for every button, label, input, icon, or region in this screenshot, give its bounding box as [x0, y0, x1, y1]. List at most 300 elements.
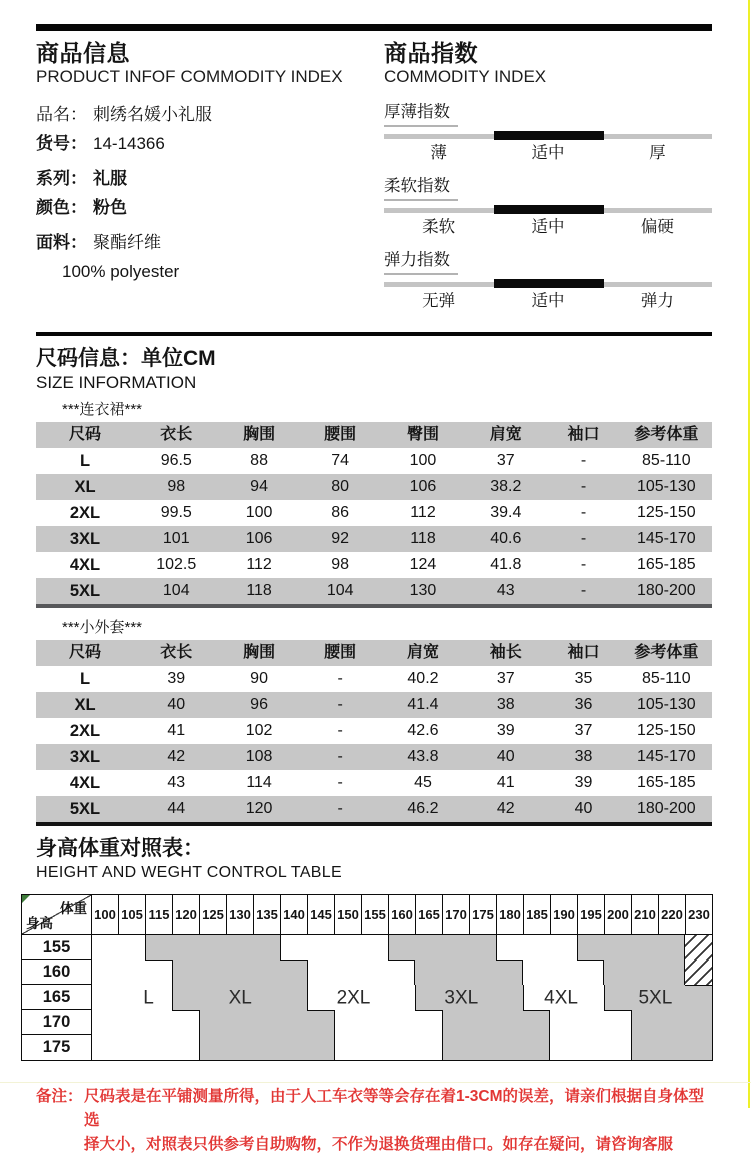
table-cell: XL: [36, 692, 134, 718]
table-cell: 104: [300, 578, 381, 606]
grid-cell: [227, 935, 254, 960]
index-scale-label: 适中: [531, 218, 565, 236]
table-cell: 40: [546, 796, 620, 824]
grid-cell: [469, 1035, 496, 1060]
grid-cell: [496, 985, 523, 1010]
index-group: [384, 102, 712, 164]
grid-cell: [172, 1035, 199, 1060]
table-head: [36, 422, 712, 448]
table-cell: 3XL: [36, 526, 134, 552]
grid-cell: [523, 1035, 550, 1060]
grid-cell: [200, 960, 227, 985]
index-scale-labels: [384, 291, 712, 312]
note-lines: [84, 1085, 715, 1157]
table-cell: 90: [250, 670, 268, 687]
height-label-cell: 160: [22, 960, 92, 985]
corner-weight-label: 体重: [60, 901, 87, 916]
field-label: 颜色：: [36, 198, 87, 217]
grid-cell: [227, 1035, 254, 1060]
product-field-row: [36, 104, 384, 125]
field-value: 粉色: [93, 198, 127, 217]
table-body: [36, 666, 712, 824]
size-zone-label: 2XL: [336, 987, 371, 1008]
grid-cell: [253, 1010, 280, 1035]
grid-cell: [523, 935, 550, 960]
grid-body-row: [22, 960, 712, 985]
product-field-row: [36, 197, 384, 218]
grid-cell: [549, 1010, 577, 1035]
grid-cell: [604, 1035, 631, 1060]
height-weight-title: 身高体重对照表：: [36, 837, 204, 860]
grid-cell: [361, 935, 388, 960]
index-active-segment: [494, 205, 604, 214]
table-cell: 165-185: [636, 556, 696, 573]
table-cell: 42.6: [407, 722, 439, 739]
table-cell: 145-170: [621, 526, 712, 552]
grid-cell: [308, 935, 335, 960]
table-row: [36, 552, 712, 578]
table-cell: -: [337, 670, 343, 687]
grid-cell: [307, 1035, 334, 1060]
table-cell: L: [79, 670, 91, 688]
note-line: 择大小，对照表只供参考自助购物，不作为退换货理由借口。如存在疑问，请咨询客服: [84, 1136, 674, 1153]
grid-header-row: [22, 895, 712, 935]
table-cell: 41.4: [381, 692, 466, 718]
table-cell: 37: [496, 452, 515, 469]
top-section: [0, 0, 751, 324]
product-field-row: [36, 168, 384, 189]
column-header: 腰围: [300, 422, 381, 448]
index-bar: [384, 279, 712, 289]
grid-cell: [119, 985, 146, 1010]
table-cell: 124: [409, 556, 437, 573]
grid-cell: [200, 985, 227, 1010]
grid-cell: [469, 1010, 496, 1035]
grid-cell: [92, 985, 119, 1010]
index-scale-label: 柔软: [422, 218, 456, 236]
height-label-cell: 155: [22, 935, 92, 960]
table-cell: 44: [134, 796, 219, 824]
table-cell: -: [546, 526, 620, 552]
grid-cell: [119, 1010, 146, 1035]
grid-cell: [442, 1010, 470, 1035]
table-cell: 86: [331, 504, 350, 521]
subtitle-part-b: COMMODITY INDEX: [180, 67, 343, 86]
index-scale-label: 适中: [531, 292, 565, 310]
grid-cell: [334, 960, 361, 985]
table-caption: ***连衣裙***: [62, 401, 143, 418]
grid-cell: [415, 1035, 442, 1060]
column-header: 参考体重: [621, 422, 712, 448]
grid-cell: [307, 1010, 334, 1035]
table-cell: XL: [36, 474, 134, 500]
grid-cell: [361, 960, 388, 985]
table-caption: ***小外套***: [62, 619, 143, 636]
table-cell: 120: [219, 796, 300, 824]
column-header: 袖长: [465, 640, 546, 666]
table-row: [36, 474, 712, 500]
table-cell: -: [580, 504, 587, 521]
table-cell: 112: [246, 556, 272, 573]
grid-cell: [523, 1010, 550, 1035]
grid-cell: [145, 1010, 172, 1035]
size-zone-label: 5XL: [638, 987, 673, 1008]
table-cell: 40.2: [407, 670, 439, 687]
grid-cell: [415, 935, 442, 960]
grid-cell: [253, 960, 280, 985]
weight-header-cell: 180: [497, 895, 524, 935]
field-label: 面料：: [36, 233, 87, 252]
field-label: 货号：: [36, 134, 87, 153]
grid-cell: [415, 1010, 442, 1035]
grid-cell: [388, 935, 416, 960]
grid-cell: [685, 985, 712, 1010]
table-cell: 85-110: [642, 452, 691, 469]
grid-cell: [199, 1010, 227, 1035]
table-cell: 100: [409, 452, 437, 469]
table-cell: 4XL: [69, 774, 101, 792]
grid-cell: [604, 1010, 631, 1035]
table-cell: 5XL: [36, 578, 134, 606]
product-info-panel: [36, 40, 384, 324]
grid-cell: [280, 1010, 307, 1035]
grid-cell: [442, 935, 469, 960]
table-cell: 118: [381, 526, 466, 552]
weight-header-cell: 120: [173, 895, 200, 935]
size-zone-label: XL: [228, 987, 252, 1008]
weight-header-cell: 175: [470, 895, 497, 935]
weight-header-cell: 100: [92, 895, 119, 935]
grid-cell: [550, 960, 577, 985]
table-cell: 41: [496, 774, 515, 791]
index-active-segment: [494, 279, 604, 288]
table-row: [36, 448, 712, 474]
table-cell: 38: [546, 744, 620, 770]
footnote: [36, 1085, 715, 1157]
column-header: 尺码: [36, 640, 134, 666]
grid-cell: [631, 1035, 659, 1060]
grid-cell: [388, 1035, 415, 1060]
grid-cell: [307, 985, 335, 1010]
weight-header-cell: 195: [578, 895, 605, 935]
grid-cell: [604, 985, 632, 1010]
table-cell: 104: [134, 578, 219, 606]
note-line: 尺码表是在平铺测量所得，由于人工车衣等等会存在着1-3CM的误差，请亲们根据自身体型选: [84, 1088, 705, 1129]
weight-header-cell: 165: [416, 895, 443, 935]
column-header: 袖口: [546, 422, 620, 448]
weight-header-cell: 140: [281, 895, 308, 935]
table-cell: 39: [496, 722, 515, 739]
grid-cell: [92, 1035, 119, 1060]
index-name: 弹力指数: [384, 250, 458, 275]
table-cell: 96: [219, 692, 300, 718]
table-row: [36, 578, 712, 606]
weight-header-cell: 230: [686, 895, 712, 935]
product-info-title: 商品信息: [36, 40, 130, 66]
grid-cell: [92, 960, 119, 985]
height-weight-grid: [21, 894, 713, 1061]
grid-cell: [119, 935, 146, 960]
table-cell: 180-200: [621, 796, 712, 824]
column-header: 胸围: [219, 422, 300, 448]
grid-cell: [658, 1010, 685, 1035]
index-bar: [384, 131, 712, 141]
grid-cell: [145, 1035, 172, 1060]
grid-cell: [577, 935, 605, 960]
index-group: [384, 250, 712, 312]
table-body: [36, 448, 712, 606]
grid-cell: [334, 1010, 362, 1035]
table-cell: 43: [465, 578, 546, 606]
field-value: 14-14366: [93, 134, 165, 153]
size-zone-label: 4XL: [544, 987, 578, 1008]
table-cell: 38: [465, 692, 546, 718]
grid-cell: [334, 935, 361, 960]
corner-marker-icon: [22, 895, 30, 903]
section-divider: [36, 332, 712, 336]
grid-cell: [253, 1035, 280, 1060]
table-cell: 37: [496, 670, 515, 687]
weight-header-cell: 145: [308, 895, 335, 935]
table-row: [36, 500, 712, 526]
table-row: [36, 718, 712, 744]
grid-body-row: [22, 1010, 712, 1035]
table-cell: 165-185: [636, 774, 696, 791]
grid-cell: [227, 960, 254, 985]
field-label: 系列：: [36, 169, 87, 188]
grid-cell: [604, 935, 631, 960]
grid-cell: [577, 1035, 604, 1060]
grid-cell: [227, 1010, 254, 1035]
grid-cell: [685, 1010, 712, 1035]
index-scale-labels: [384, 217, 712, 238]
table-cell: L: [79, 452, 91, 470]
grid-cell: [577, 960, 604, 985]
grid-cell: [684, 935, 712, 960]
index-group: [384, 176, 712, 238]
top-rule-bar: [36, 24, 712, 31]
index-active-segment: [494, 131, 604, 140]
table-cell: -: [300, 692, 381, 718]
table-cell: 46.2: [381, 796, 466, 824]
column-header: 尺码: [36, 422, 134, 448]
column-header: 腰围: [300, 640, 381, 666]
grid-cell: [684, 960, 712, 985]
grid-cell: [361, 1035, 388, 1060]
size-zone-label: L: [143, 987, 154, 1008]
table-cell: 108: [219, 744, 300, 770]
table-cell: 105-130: [621, 692, 712, 718]
table-cell: 40: [134, 692, 219, 718]
size-tables: [0, 400, 751, 826]
grid-cell: [658, 1035, 685, 1060]
page-right-edge-line: [748, 0, 750, 1108]
grid-cell: [92, 935, 119, 960]
table-head: [36, 640, 712, 666]
weight-header-cell: 155: [362, 895, 389, 935]
grid-cell: [280, 985, 307, 1010]
commodity-index-subtitle: COMMODITY INDEX: [384, 67, 547, 86]
table-cell: 112: [410, 504, 436, 521]
grid-cell: [172, 985, 200, 1010]
grid-cell: [414, 960, 442, 985]
index-name: 柔软指数: [384, 176, 458, 201]
table-cell: 39: [574, 774, 593, 791]
table-cell: 43.8: [381, 744, 466, 770]
grid-cell: [199, 1035, 227, 1060]
weight-header-cell: 185: [524, 895, 551, 935]
column-header: 参考体重: [621, 640, 712, 666]
grid-cell: [173, 935, 200, 960]
table-cell: 102.5: [156, 556, 197, 573]
table-row: [36, 692, 712, 718]
size-info-subtitle: SIZE INFORMATION: [36, 373, 197, 392]
grid-cell: [442, 1035, 470, 1060]
weight-header-cell: 170: [443, 895, 470, 935]
column-header: 肩宽: [465, 422, 546, 448]
height-label-cell: 170: [22, 1010, 92, 1035]
weight-header-cell: 105: [119, 895, 146, 935]
grid-cell: [631, 960, 658, 985]
table-cell: 92: [300, 526, 381, 552]
table-cell: 35: [574, 670, 593, 687]
height-label-cell: 165: [22, 985, 92, 1010]
table-cell: 102: [245, 722, 273, 739]
weight-header-cell: 125: [200, 895, 227, 935]
column-header: 袖口: [546, 640, 620, 666]
grid-cell: [577, 1010, 604, 1035]
grid-cell: [307, 960, 335, 985]
grid-cell: [92, 1010, 119, 1035]
table-cell: 36: [546, 692, 620, 718]
table-cell: 100: [245, 504, 273, 521]
table-cell: 106: [219, 526, 300, 552]
column-header: 肩宽: [381, 640, 466, 666]
column-header: 臀围: [381, 422, 466, 448]
page-bottom-edge-line: [0, 1082, 751, 1083]
table-cell: 125-150: [636, 504, 696, 521]
table-cell: -: [580, 452, 587, 469]
grid-cell: [172, 1010, 199, 1035]
grid-body-row: [22, 1035, 712, 1060]
product-info-subtitle: [36, 66, 384, 88]
table-cell: 96.5: [160, 452, 192, 469]
grid-body-row: [22, 935, 712, 960]
weight-header-cell: 220: [659, 895, 686, 935]
grid-cell: [577, 985, 604, 1010]
field-value: 礼服: [93, 169, 127, 188]
index-scale-label: 薄: [430, 144, 447, 162]
table-cell: 80: [300, 474, 381, 500]
index-scale-label: 弹力: [640, 292, 674, 310]
table-cell: 74: [331, 452, 350, 469]
table-row: [36, 666, 712, 692]
table-cell: 45: [414, 774, 432, 791]
index-scale-label: 偏硬: [640, 218, 674, 236]
table-cell: 2XL: [69, 722, 101, 740]
corner-height-label: 身高: [26, 916, 53, 931]
size-table: [36, 640, 712, 826]
header-row: [36, 640, 712, 666]
table-cell: 98: [134, 474, 219, 500]
weight-header-cell: 160: [389, 895, 416, 935]
height-label-cell: 175: [22, 1035, 92, 1060]
commodity-index-panel: [384, 40, 712, 324]
index-scale-label: 无弹: [422, 292, 456, 310]
field-value: 聚酯纤维: [93, 233, 161, 252]
index-groups: [384, 102, 712, 312]
grid-cell: [145, 935, 173, 960]
weight-header-cell: 210: [632, 895, 659, 935]
table-cell: 105-130: [621, 474, 712, 500]
table-cell: 118: [219, 578, 300, 606]
index-bar: [384, 205, 712, 215]
grid-cell: [388, 985, 415, 1010]
index-name: 厚薄指数: [384, 102, 458, 127]
table-cell: 85-110: [642, 670, 691, 687]
grid-cell: [496, 960, 523, 985]
table-cell: 42: [465, 796, 546, 824]
grid-corner-cell: [22, 895, 92, 935]
table-cell: 98: [331, 556, 350, 573]
weight-header-cell: 135: [254, 895, 281, 935]
grid-cell: [658, 935, 685, 960]
grid-cell: [280, 1035, 307, 1060]
column-header: 衣长: [134, 422, 219, 448]
table-cell: 114: [246, 774, 272, 791]
grid-cell: [442, 960, 469, 985]
table-cell: 4XL: [69, 556, 101, 574]
table-cell: -: [337, 722, 343, 739]
table-cell: 2XL: [69, 504, 101, 522]
table-cell: 39.4: [490, 504, 522, 521]
grid-cell: [253, 935, 280, 960]
table-cell: -: [546, 474, 620, 500]
grid-cell: [550, 935, 577, 960]
weight-header-cell: 190: [551, 895, 578, 935]
table-cell: -: [300, 796, 381, 824]
table-cell: 106: [381, 474, 466, 500]
table-cell: 40: [465, 744, 546, 770]
grid-cell: [145, 960, 172, 985]
field-value: 刺绣名媛小礼服: [93, 105, 212, 124]
grid-cell: [388, 1010, 415, 1035]
grid-cell: [253, 985, 280, 1010]
header-row: [36, 422, 712, 448]
table-row: [36, 744, 712, 770]
product-field-row: [36, 232, 384, 253]
height-weight-subtitle: HEIGHT AND WEGHT CONTROL TABLE: [36, 864, 342, 881]
weight-header-cell: 200: [605, 895, 632, 935]
grid-cell: [361, 1010, 388, 1035]
table-cell: 5XL: [36, 796, 134, 824]
field-label: 品名：: [36, 105, 87, 124]
size-zone-label: 3XL: [444, 987, 479, 1008]
weight-header-cell: 115: [146, 895, 173, 935]
table-cell: 145-170: [621, 744, 712, 770]
table-cell: 39: [167, 670, 186, 687]
note-label: 备注：: [36, 1088, 83, 1105]
grid-cell: [685, 1035, 712, 1060]
grid-cell: [631, 935, 658, 960]
grid-cell: [658, 960, 685, 985]
grid-cell: [603, 960, 631, 985]
table-cell: -: [300, 744, 381, 770]
size-table: [36, 422, 712, 608]
table-row: [36, 770, 712, 796]
table-cell: 38.2: [465, 474, 546, 500]
table-cell: 41: [167, 722, 186, 739]
